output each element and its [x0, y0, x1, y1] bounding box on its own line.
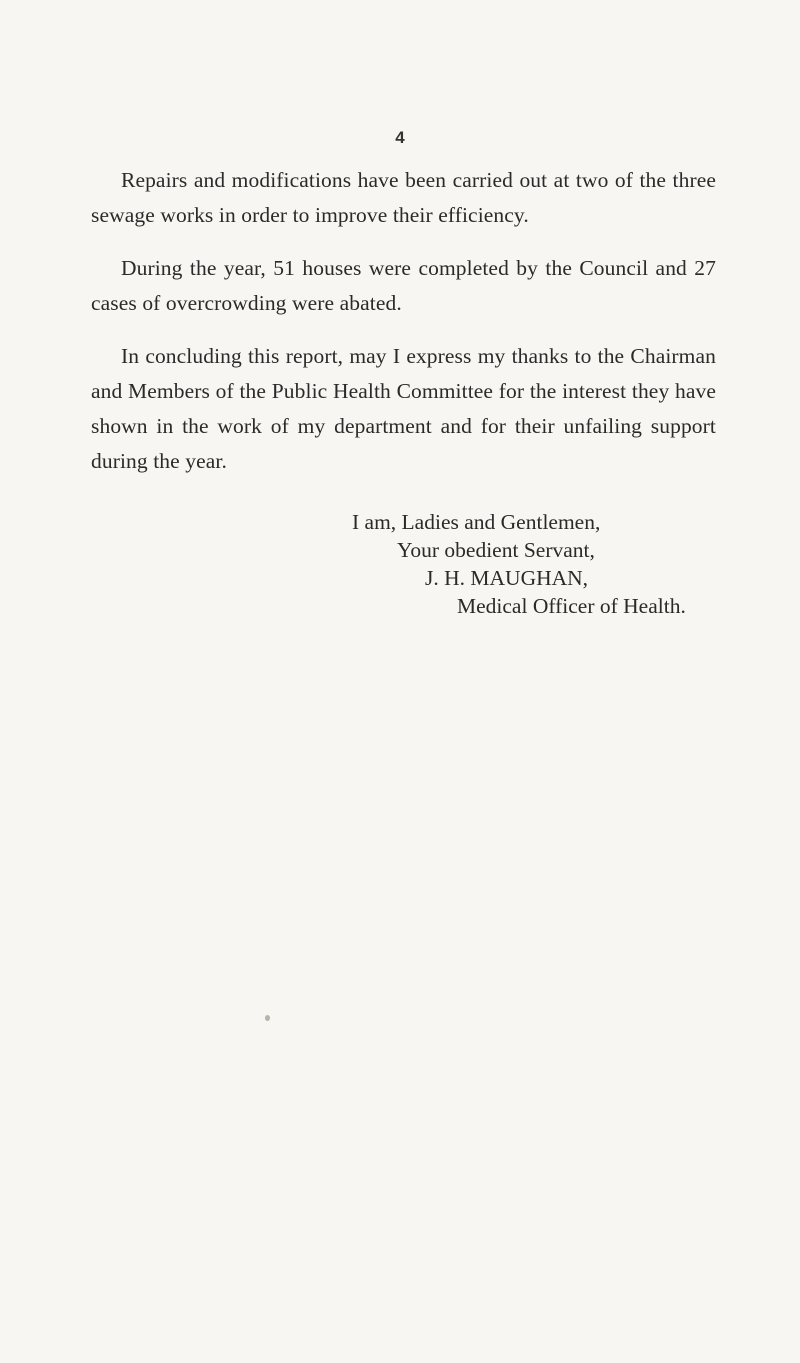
paragraph-housing: During the year, 51 houses were completed by the Council and 27 cases of overcrowding were abated. [91, 256, 716, 315]
page-number: 4 [395, 128, 405, 147]
signature-name: J. H. MAUGHAN, [425, 566, 589, 590]
paragraph-thanks: In concluding this report, may I express my thanks to the Chairman and Members of the Public Health Committee for the interest they have shown in the work of my department and for their unfailing support during the year. [91, 344, 716, 473]
signature-title: Medical Officer of Health. [457, 594, 686, 618]
report-body [91, 163, 716, 497]
signature-salutation: I am, Ladies and Gentlemen, [352, 510, 601, 534]
paragraph-sewage-works: Repairs and modifications have been carried out at two of the three sewage works in order to improve their efficiency. [91, 168, 716, 227]
paper-speck [265, 1015, 270, 1021]
signature-closing: Your obedient Servant, [397, 538, 595, 562]
